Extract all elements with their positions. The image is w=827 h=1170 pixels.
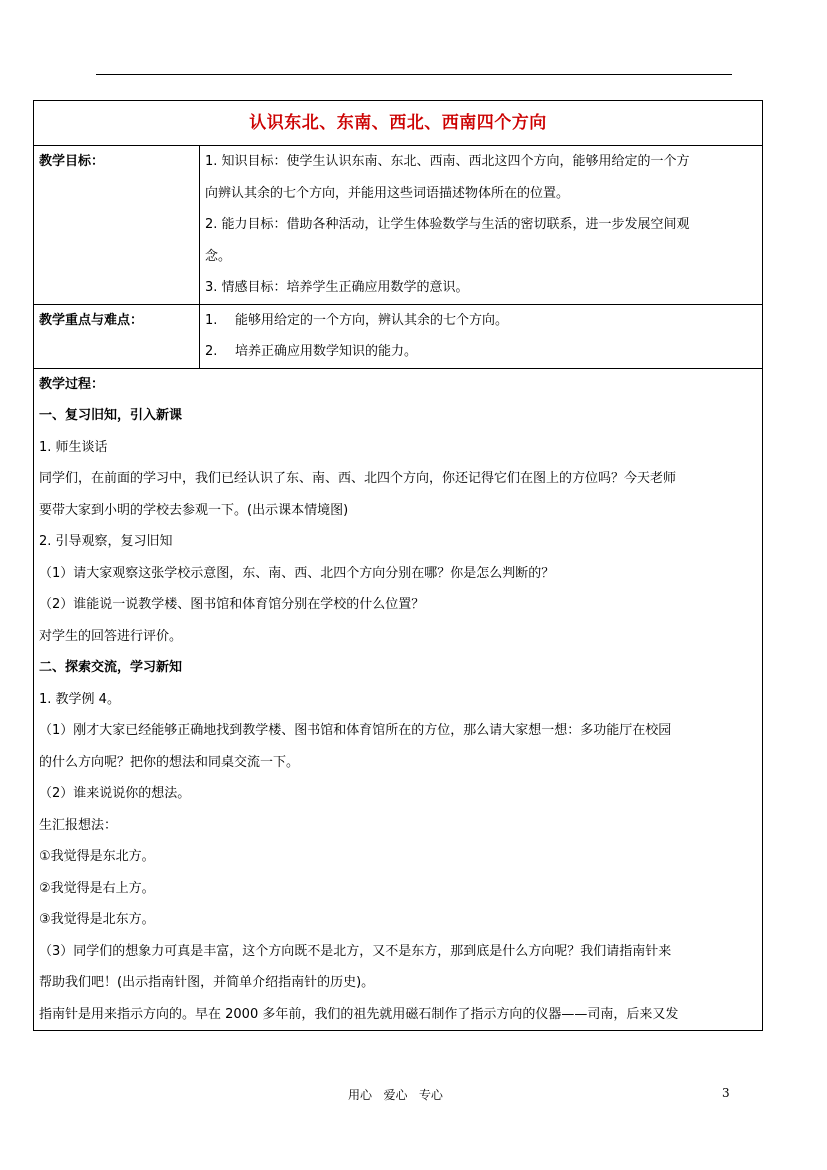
process-line: 的什么方向呢？把你的想法和同桌交流一下。 [39, 754, 300, 770]
process-line: 1. 师生谈话 [39, 439, 108, 455]
lesson-title: 认识东北、东南、西北、西南四个方向 [34, 101, 763, 146]
process-row [34, 368, 763, 1031]
key-points-content [200, 304, 763, 368]
key-point-item [205, 336, 757, 368]
process-line: 帮助我们吧！(出示指南针图，并简单介绍指南针的历史)。 [39, 975, 375, 990]
lesson-plan-table [33, 100, 763, 1031]
process-line: （2）谁能说一说教学楼、图书馆和体育馆分别在学校的什么位置？ [39, 597, 425, 612]
objectives-row [34, 146, 763, 305]
process-line: 要带大家到小明的学校去参观一下。(出示课本情境图) [39, 502, 349, 518]
process-line: （1）刚才大家已经能够正确地找到教学楼、图书馆和体育馆所在的方位，那么请大家想一想：多功能厅在校园 [39, 723, 672, 738]
process-line: 2. 引导观察，复习旧知 [39, 534, 173, 549]
key-point-text: 能够用给定的一个方向，辨认其余的七个方向。 [235, 312, 509, 328]
objective-line: 2. 能力目标：借助各种活动，让学生体验数学与生活的密切联系，进一步发展空间观 [205, 217, 690, 232]
objectives-content [200, 146, 763, 305]
process-line: 指南针是用来指示方向的。早在 2000 多年前，我们的祖先就用磁石制作了指示方向的仪器——司南，后来又发 [39, 1006, 679, 1022]
process-lines [39, 400, 757, 1030]
key-point-number: 1. [205, 312, 218, 328]
objective-line: 念。 [205, 248, 232, 264]
process-line: ③我觉得是北东方。 [39, 912, 155, 927]
page-number: 3 [722, 1086, 730, 1100]
key-points-row [34, 304, 763, 368]
process-line: ①我觉得是东北方。 [39, 849, 155, 864]
process-line: 同学们，在前面的学习中，我们已经认识了东、南、西、北四个方向，你还记得它们在图上的方位吗？今天老师 [39, 471, 677, 486]
process-line: （1）请大家观察这张学校示意图，东、南、西、北四个方向分别在哪？你是怎么判断的？ [39, 565, 555, 581]
process-line: 生汇报想法： [39, 817, 118, 833]
process-line: （3）同学们的想象力可真是丰富，这个方向既不是北方，又不是东方，那到底是什么方向呢？我们请指南针来 [39, 943, 672, 959]
objective-line: 1. 知识目标：使学生认识东南、东北、西南、西北这四个方向，能够用给定的一个方 [205, 154, 690, 169]
key-point-text: 培养正确应用数学知识的能力。 [235, 344, 418, 359]
title-row [34, 101, 763, 146]
objective-line: 向辨认其余的七个方向，并能用这些词语描述物体所在的位置。 [205, 185, 570, 201]
key-points-label: 教学重点与难点： [34, 304, 200, 368]
objectives-label: 教学目标： [34, 146, 200, 305]
key-point-item [205, 305, 757, 337]
section-heading: 二、探索交流，学习新知 [39, 660, 183, 675]
process-line: 对学生的回答进行评价。 [39, 628, 183, 644]
process-label: 教学过程： [39, 376, 105, 392]
process-line: ②我觉得是右上方。 [39, 880, 155, 896]
process-line: （2）谁来说说你的想法。 [39, 786, 191, 801]
process-line: 1. 教学例 4。 [39, 691, 120, 707]
objective-line: 3. 情感目标：培养学生正确应用数学的意识。 [205, 280, 469, 295]
key-point-number: 2. [205, 344, 218, 359]
footer-motto: 用心 爱心 专心 [348, 1088, 443, 1102]
header-rule [96, 74, 732, 75]
process-content [34, 368, 763, 1031]
section-heading: 一、复习旧知，引入新课 [39, 408, 183, 423]
